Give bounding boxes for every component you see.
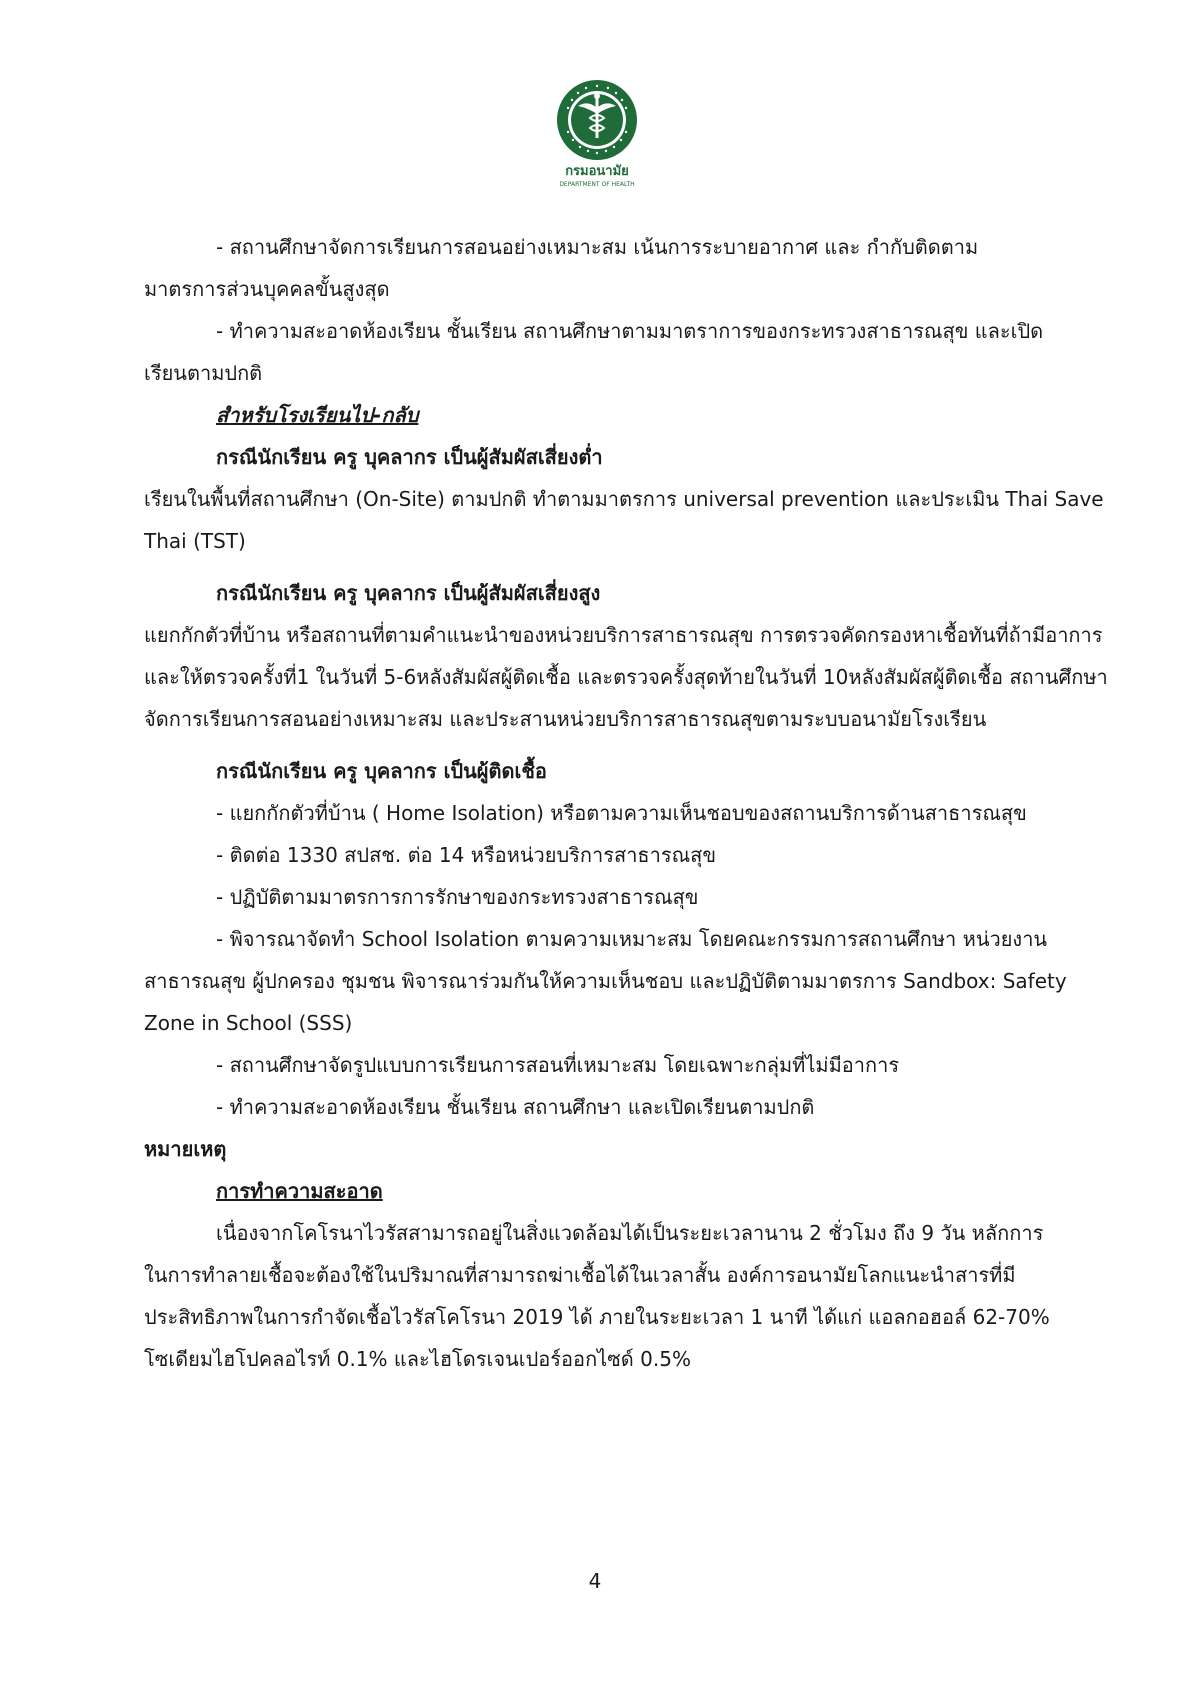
document-body (144, 226, 1108, 1380)
page-number: 4 (588, 1569, 602, 1593)
paragraph-line: เรียนตามปกติ (144, 361, 263, 385)
department-of-health-seal-icon (548, 78, 646, 190)
paragraph-line: แยกกักตัวที่บ้าน หรือสถานที่ตามคำแนะนำของหน่วยบริการสาธารณสุข การตรวจคัดกรองหาเชื้อทันที่ถ้ามีอาการ (144, 623, 1103, 647)
case-heading-high-risk: กรณีนักเรียน ครู บุคลากร เป็นผู้สัมผัสเสี่ยงสูง (216, 581, 601, 605)
paragraph-line: ในการทำลายเชื้อจะต้องใช้ในปริมาณที่สามารถฆ่าเชื้อได้ในเวลาสั้น องค์การอนามัยโลกแนะนำสารที่มี (144, 1263, 1016, 1287)
svg-text:DEPARTMENT OF HEALTH: DEPARTMENT OF HEALTH (559, 181, 635, 188)
paragraph-line: เรียนในพื้นที่สถานศึกษา (On-Site) ตามปกติ ทำตามมาตรการ universal prevention และประเมิน Thai Save (144, 487, 1104, 511)
paragraph-line: เนื่องจากโคโรนาไวรัสสามารถอยู่ในสิ่งแวดล้อมได้เป็นระยะเวลานาน 2 ชั่วโมง ถึง 9 วัน หลักการ (216, 1221, 1044, 1245)
paragraph-line: - สถานศึกษาจัดการเรียนการสอนอย่างเหมาะสม เน้นการระบายอากาศ และ กำกับติดตาม (216, 235, 979, 259)
paragraph-line: จัดการเรียนการสอนอย่างเหมาะสม และประสานหน่วยบริการสาธารณสุขตามระบบอนามัยโรงเรียน (144, 707, 987, 731)
paragraph-line: ประสิทธิภาพในการกำจัดเชื้อไวรัสโคโรนา 2019 ได้ ภายในระยะเวลา 1 นาที ได้แก่ แอลกอฮอล์ 62-70% (144, 1305, 1050, 1329)
list-item: - สถานศึกษาจัดรูปแบบการเรียนการสอนที่เหมาะสม โดยเฉพาะกลุ่มที่ไม่มีอาการ (216, 1053, 900, 1077)
section-heading-commute-school: สำหรับโรงเรียนไป-กลับ (216, 403, 419, 427)
list-item: - ทำความสะอาดห้องเรียน ชั้นเรียน สถานศึกษา และเปิดเรียนตามปกติ (216, 1095, 815, 1119)
paragraph-line: Thai (TST) (144, 529, 246, 553)
note-label: หมายเหตุ (144, 1137, 227, 1161)
list-item: - พิจารณาจัดทำ School Isolation ตามความเหมาะสม โดยคณะกรรมการสถานศึกษา หน่วยงาน (216, 927, 1048, 951)
ministry-logo (548, 78, 646, 190)
list-item: - ติดต่อ 1330 สปสช. ต่อ 14 หรือหน่วยบริการสาธารณสุข (216, 843, 717, 867)
list-item: - ปฏิบัติตามมาตรการการรักษาของกระทรวงสาธารณสุข (216, 885, 699, 909)
cleaning-heading: การทำความสะอาด (216, 1179, 383, 1203)
svg-text:กรมอนามัย: กรมอนามัย (565, 164, 629, 179)
paragraph-line: - ทำความสะอาดห้องเรียน ชั้นเรียน สถานศึกษาตามมาตราการของกระทรวงสาธารณสุข และเปิด (216, 319, 1044, 343)
case-heading-infected: กรณีนักเรียน ครู บุคลากร เป็นผู้ติดเชื้อ (216, 759, 547, 783)
list-item: - แยกกักตัวที่บ้าน ( Home Isolation) หรือตามความเห็นชอบของสถานบริการด้านสาธารณสุข (216, 801, 1027, 825)
paragraph-line: มาตรการส่วนบุคคลขั้นสูงสุด (144, 277, 390, 301)
paragraph-line: และให้ตรวจครั้งที่1 ในวันที่ 5-6หลังสัมผัสผู้ติดเชื้อ และตรวจครั้งสุดท้ายในวันที่ 10หลังสัมผัสผู้ติดเชื้อ สถานศึกษา (144, 665, 1108, 689)
paragraph-line: สาธารณสุข ผู้ปกครอง ชุมชน พิจารณาร่วมกันให้ความเห็นชอบ และปฏิบัติตามมาตรการ Sandbox: Safety (144, 969, 1067, 993)
paragraph-line: โซเดียมไฮโปคลอไรท์ 0.1% และไฮโดรเจนเปอร์ออกไซด์ 0.5% (144, 1347, 691, 1371)
paragraph-line: Zone in School (SSS) (144, 1011, 353, 1035)
case-heading-low-risk: กรณีนักเรียน ครู บุคลากร เป็นผู้สัมผัสเสี่ยงต่ำ (216, 445, 603, 469)
